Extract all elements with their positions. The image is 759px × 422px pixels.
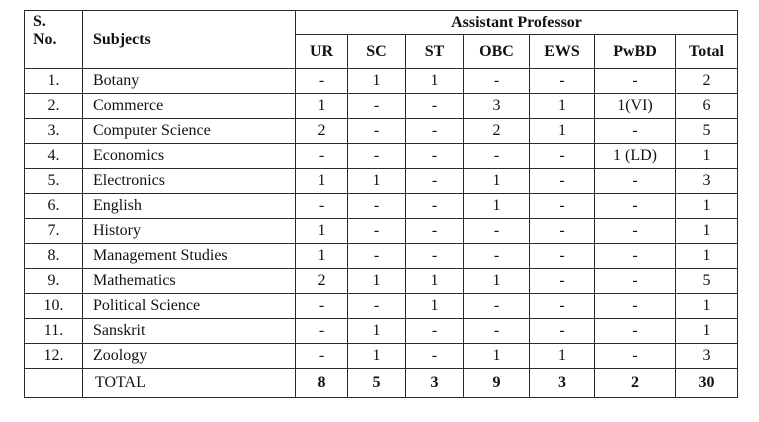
cell-pwbd: - bbox=[595, 119, 676, 144]
cell-subject: English bbox=[83, 194, 296, 219]
cell-sc: - bbox=[348, 244, 406, 269]
header-obc: OBC bbox=[464, 35, 530, 69]
cell-total: 1 bbox=[676, 219, 738, 244]
cell-sno: 9. bbox=[25, 269, 83, 294]
cell-ur: 1 bbox=[296, 219, 348, 244]
table-row bbox=[25, 244, 738, 269]
cell-ews: - bbox=[530, 69, 595, 94]
cell-subject: Management Studies bbox=[83, 244, 296, 269]
cell-ews: 1 bbox=[530, 119, 595, 144]
cell-obc: 3 bbox=[464, 94, 530, 119]
header-sno-line1: S. bbox=[33, 13, 46, 30]
cell-pwbd: - bbox=[595, 294, 676, 319]
header-st: ST bbox=[406, 35, 464, 69]
cell-total: 1 bbox=[676, 244, 738, 269]
cell-st: - bbox=[406, 169, 464, 194]
cell-ur: 2 bbox=[296, 269, 348, 294]
table-row bbox=[25, 119, 738, 144]
total-label: TOTAL bbox=[83, 369, 296, 398]
header-pwbd: PwBD bbox=[595, 35, 676, 69]
table-row bbox=[25, 144, 738, 169]
cell-sno: 10. bbox=[25, 294, 83, 319]
cell-obc: - bbox=[464, 69, 530, 94]
table-row bbox=[25, 69, 738, 94]
table-row bbox=[25, 269, 738, 294]
cell-sc: - bbox=[348, 219, 406, 244]
cell-pwbd: - bbox=[595, 169, 676, 194]
cell-obc: 2 bbox=[464, 119, 530, 144]
cell-pwbd: - bbox=[595, 69, 676, 94]
cell-pwbd: - bbox=[595, 344, 676, 369]
cell-sc: - bbox=[348, 94, 406, 119]
cell-obc: 1 bbox=[464, 269, 530, 294]
header-total: Total bbox=[676, 35, 738, 69]
total-pwbd: 2 bbox=[595, 369, 676, 398]
cell-ur: 1 bbox=[296, 244, 348, 269]
cell-subject: Mathematics bbox=[83, 269, 296, 294]
cell-pwbd: - bbox=[595, 269, 676, 294]
cell-sc: 1 bbox=[348, 319, 406, 344]
header-sno-line2: No. bbox=[33, 31, 57, 48]
posts-table bbox=[24, 10, 738, 398]
cell-sc: 1 bbox=[348, 69, 406, 94]
cell-sno: 11. bbox=[25, 319, 83, 344]
cell-ur: 2 bbox=[296, 119, 348, 144]
header-sno bbox=[25, 11, 83, 69]
cell-st: - bbox=[406, 144, 464, 169]
cell-st: - bbox=[406, 119, 464, 144]
cell-obc: - bbox=[464, 319, 530, 344]
cell-total: 1 bbox=[676, 294, 738, 319]
cell-sc: 1 bbox=[348, 169, 406, 194]
cell-subject: Electronics bbox=[83, 169, 296, 194]
cell-ews: - bbox=[530, 244, 595, 269]
cell-subject: Computer Science bbox=[83, 119, 296, 144]
total-ews: 3 bbox=[530, 369, 595, 398]
cell-subject: Economics bbox=[83, 144, 296, 169]
header-ur: UR bbox=[296, 35, 348, 69]
cell-pwbd: - bbox=[595, 319, 676, 344]
cell-ews: - bbox=[530, 169, 595, 194]
cell-ur: - bbox=[296, 194, 348, 219]
table-container bbox=[24, 10, 738, 398]
cell-ews: - bbox=[530, 144, 595, 169]
header-ews: EWS bbox=[530, 35, 595, 69]
cell-total: 5 bbox=[676, 119, 738, 144]
cell-subject: Sanskrit bbox=[83, 319, 296, 344]
cell-sno: 6. bbox=[25, 194, 83, 219]
cell-subject: History bbox=[83, 219, 296, 244]
cell-sno: 5. bbox=[25, 169, 83, 194]
cell-st: 1 bbox=[406, 69, 464, 94]
cell-ur: - bbox=[296, 319, 348, 344]
header-subjects: Subjects bbox=[83, 11, 296, 69]
cell-sc: - bbox=[348, 119, 406, 144]
cell-total: 6 bbox=[676, 94, 738, 119]
total-grand: 30 bbox=[676, 369, 738, 398]
cell-sno: 3. bbox=[25, 119, 83, 144]
cell-st: - bbox=[406, 244, 464, 269]
cell-obc: - bbox=[464, 294, 530, 319]
total-sc: 5 bbox=[348, 369, 406, 398]
cell-sno: 2. bbox=[25, 94, 83, 119]
header-row-1 bbox=[25, 11, 738, 35]
cell-total-sno-empty bbox=[25, 369, 83, 398]
table-row bbox=[25, 194, 738, 219]
cell-sc: - bbox=[348, 194, 406, 219]
cell-subject: Political Science bbox=[83, 294, 296, 319]
cell-ur: - bbox=[296, 294, 348, 319]
cell-ews: 1 bbox=[530, 344, 595, 369]
cell-st: - bbox=[406, 219, 464, 244]
cell-obc: 1 bbox=[464, 169, 530, 194]
cell-total: 1 bbox=[676, 319, 738, 344]
cell-subject: Botany bbox=[83, 69, 296, 94]
cell-obc: 1 bbox=[464, 344, 530, 369]
cell-sc: 1 bbox=[348, 344, 406, 369]
header-sc: SC bbox=[348, 35, 406, 69]
cell-sno: 4. bbox=[25, 144, 83, 169]
cell-ews: - bbox=[530, 219, 595, 244]
cell-total: 1 bbox=[676, 144, 738, 169]
table-row bbox=[25, 344, 738, 369]
cell-obc: - bbox=[464, 144, 530, 169]
cell-sc: 1 bbox=[348, 269, 406, 294]
cell-ews: - bbox=[530, 194, 595, 219]
cell-sc: - bbox=[348, 144, 406, 169]
cell-sno: 1. bbox=[25, 69, 83, 94]
total-ur: 8 bbox=[296, 369, 348, 398]
cell-sno: 8. bbox=[25, 244, 83, 269]
cell-ur: 1 bbox=[296, 169, 348, 194]
cell-sno: 7. bbox=[25, 219, 83, 244]
total-row bbox=[25, 369, 738, 398]
cell-st: 1 bbox=[406, 294, 464, 319]
table-row bbox=[25, 319, 738, 344]
cell-obc: - bbox=[464, 219, 530, 244]
table-row bbox=[25, 294, 738, 319]
cell-st: - bbox=[406, 94, 464, 119]
cell-st: - bbox=[406, 344, 464, 369]
cell-total: 1 bbox=[676, 194, 738, 219]
cell-ews: 1 bbox=[530, 94, 595, 119]
cell-pwbd: - bbox=[595, 244, 676, 269]
cell-st: 1 bbox=[406, 269, 464, 294]
cell-pwbd: 1(VI) bbox=[595, 94, 676, 119]
cell-ur: - bbox=[296, 69, 348, 94]
cell-ews: - bbox=[530, 319, 595, 344]
total-st: 3 bbox=[406, 369, 464, 398]
header-assistant-professor: Assistant Professor bbox=[296, 11, 738, 35]
cell-obc: - bbox=[464, 244, 530, 269]
table-row bbox=[25, 219, 738, 244]
cell-pwbd: - bbox=[595, 219, 676, 244]
cell-st: - bbox=[406, 194, 464, 219]
cell-subject: Commerce bbox=[83, 94, 296, 119]
cell-total: 3 bbox=[676, 344, 738, 369]
cell-total: 3 bbox=[676, 169, 738, 194]
total-obc: 9 bbox=[464, 369, 530, 398]
cell-sc: - bbox=[348, 294, 406, 319]
cell-ur: 1 bbox=[296, 94, 348, 119]
cell-ews: - bbox=[530, 269, 595, 294]
cell-ews: - bbox=[530, 294, 595, 319]
cell-ur: - bbox=[296, 344, 348, 369]
cell-pwbd: - bbox=[595, 194, 676, 219]
cell-subject: Zoology bbox=[83, 344, 296, 369]
cell-total: 5 bbox=[676, 269, 738, 294]
cell-obc: 1 bbox=[464, 194, 530, 219]
table-row bbox=[25, 94, 738, 119]
cell-total: 2 bbox=[676, 69, 738, 94]
cell-pwbd: 1 (LD) bbox=[595, 144, 676, 169]
cell-ur: - bbox=[296, 144, 348, 169]
table-row bbox=[25, 169, 738, 194]
cell-sno: 12. bbox=[25, 344, 83, 369]
cell-st: - bbox=[406, 319, 464, 344]
